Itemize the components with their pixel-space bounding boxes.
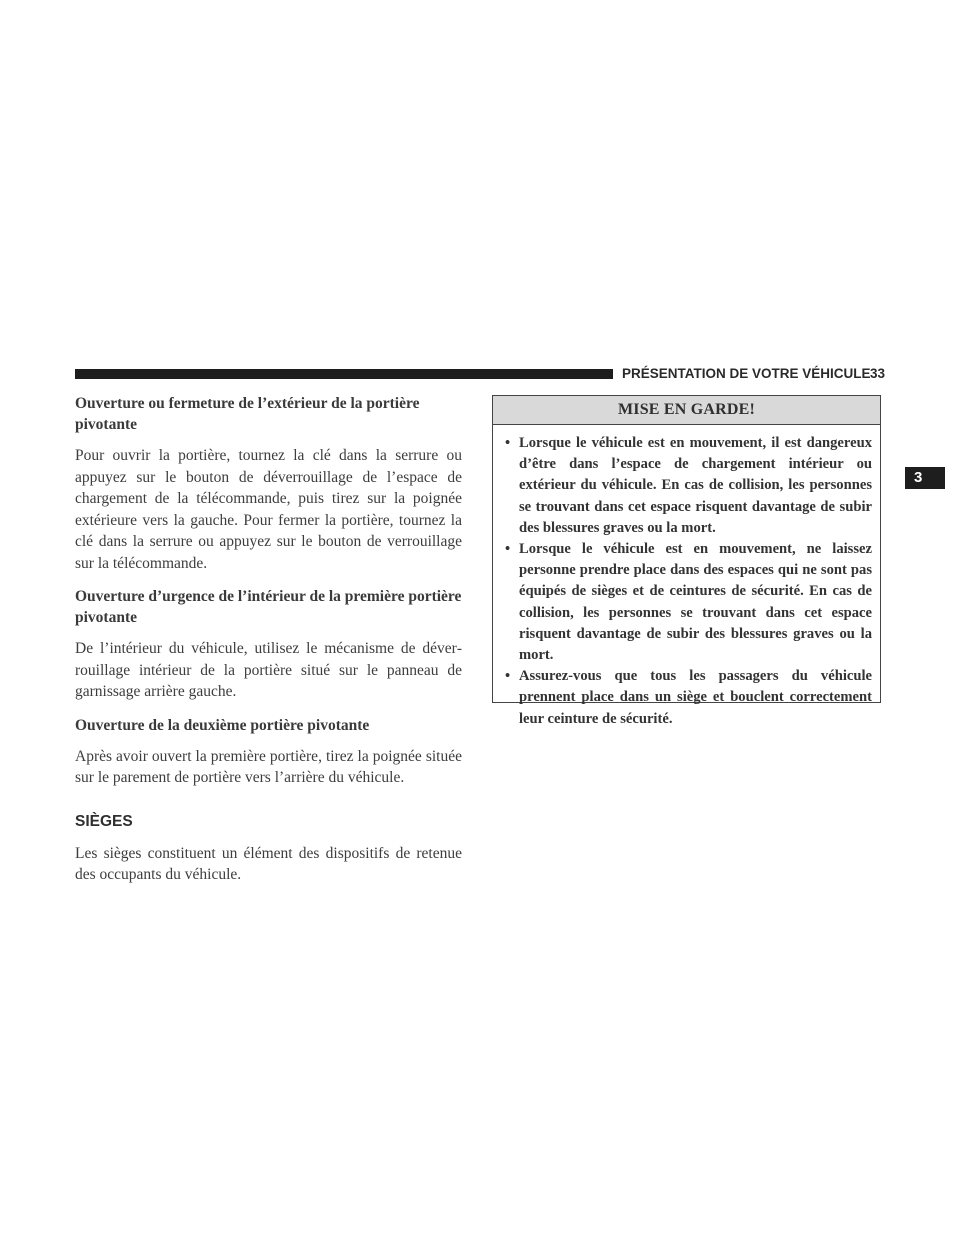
warning-list [493,425,880,730]
bullet-icon: • [505,541,511,558]
heading-second-door: Ouverture de la deuxième portière pivotante [75,716,370,734]
warning-title: MISE EN GARDE! [493,396,880,425]
page-number: 33 [870,366,886,381]
bullet-icon: • [505,435,511,451]
warning-item [505,539,872,666]
running-header-title: PRÉSENTATION DE VOTRE VÉHICULE [622,366,871,381]
warning-item-text: Lorsque le véhicule est en mouvement, il est dangereux d’être dans l’espace de chargement intérieur ou extérieur du véhicule. En cas de collision, les personnes se trouvant dans cet espace risquent davantage de subir des blessures graves ou la mort. [519,435,872,536]
warning-item [505,666,872,730]
paragraph-emergency-opening: De l’intérieur du véhicule, utilisez le mécanisme de déverrouillage intérieur de la portière situé sur le panneau de garnissage arrière gauche. [75,640,462,700]
paragraph-seats: Les sièges constituent un élément des dispositifs de retenue des occupants du véhicule. [75,844,462,883]
warning-item-text: Assurez-vous que tous les passagers du véhicule prennent place dans un siège et bouclent correctement leur ceinture de sécurité. [519,668,872,727]
header-rule [75,369,613,379]
warning-item-text: Lorsque le véhicule est en mouvement, ne laissez personne prendre place dans des espaces qui ne sont pas équipés de sièges et de ceintures de sécurité. En cas de collision, les personnes se trouvant dans cet espace risquent davantage de subir des blessures graves ou la mort. [519,541,872,664]
heading-emergency-opening: Ouverture d’urgence de l’intérieur de la première portière pivotante [75,588,462,626]
chapter-tab: 3 [905,467,945,489]
warning-item [505,433,872,539]
bullet-icon: • [505,668,511,685]
paragraph-second-door: Après avoir ouvert la première portière, tirez la poignée située sur le parement de portière vers l’arrière du véhicule. [75,747,462,786]
left-column [75,393,462,898]
warning-box [492,395,881,727]
paragraph-exterior-opening: Pour ouvrir la portière, tournez la clé dans la serrure ou appuyez sur le bouton de déverrouillage de l’espace de chargement de la télécommande, puis tirez sur la poignée extérieure vers la gauche. Pour fermer la portière, tournez la clé dans la serrure ou appuyez sur le bouton de verrouillage sur la télécommande. [75,447,462,572]
section-heading-seats: SIÈGES [75,812,133,830]
heading-exterior-opening: Ouverture ou fermeture de l’extérieur de la portière pivotante [75,395,420,433]
